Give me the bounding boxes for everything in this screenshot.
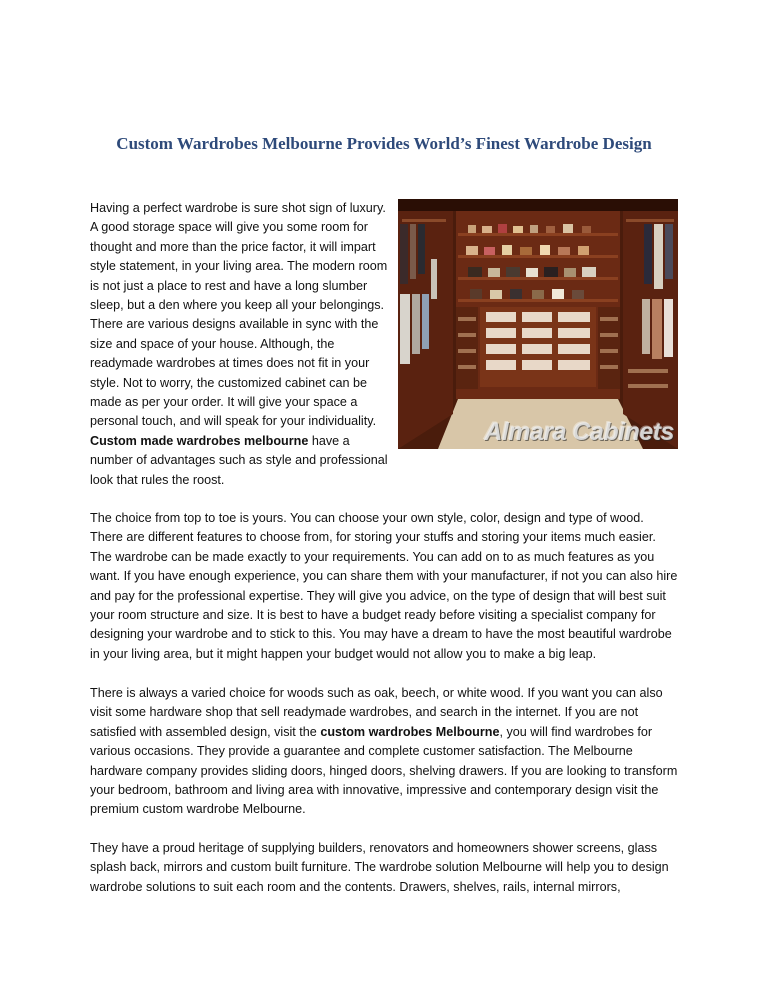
- paragraph-intro: [90, 199, 395, 490]
- paragraph-intro-bold: Custom made wardrobes melbourne: [90, 433, 309, 448]
- document-title: Custom Wardrobes Melbourne Provides World’s Finest Wardrobe Design: [116, 134, 652, 154]
- wardrobe-illustration: [398, 199, 678, 449]
- paragraph-intro-text-before: Having a perfect wardrobe is sure shot sign of luxury. A good storage space will give you some room for thought and more than the price factor, it will impart style statement, in your living area. The modern room is not just a place to rest and have a long slumber sleep, but a den where you keep all your belongings. There are various designs available in sync with the size and space of your house. Although, the readymade wardrobes at times does not fit in your style. Not to worry, the customized cabinet can be made as per your order. It will give your space a personal touch, and will speak for your individuality.: [90, 201, 388, 429]
- paragraph-heritage: They have a proud heritage of supplying builders, renovators and homeowners shower screens, glass splash back, mirrors and custom built furniture. The wardrobe solution Melbourne will help you to design wardrobe solutions to suit each room and the contents. Drawers, shelves, rails, internal mirrors,: [90, 841, 669, 894]
- paragraph-woods: [90, 684, 678, 820]
- paragraph-choice: The choice from top to toe is yours. You can choose your own style, color, design and type of wood. There are different features to choose from, for storing your stuffs and storing your items much easier. The wardrobe can be made exactly to your requirements. You can add on to as much features as you want. If you have enough experience, you can share them with your manufacturer, if not you can also hire and pay for the professional expertise. They will give you advice, on the type of design that will best suit your room structure and size. It is best to have a budget ready before visiting a specialist company for designing your wardrobe and to stick to this. You may have a dream to have the most beautiful wardrobe in your living area, but it might happen your budget would not allow you to make a big leap.: [90, 511, 678, 661]
- paragraph-woods-text-after: , you will find wardrobes for various occasions. They provide a guarantee and complete customer satisfaction. The Melbourne hardware company provides sliding doors, hinged doors, shelving drawers. If you are looking to transform your bedroom, bathroom and living area with innovative, impressive and contemporary design visit the premium custom wardrobe Melbourne.: [90, 724, 678, 817]
- paragraph-woods-text-before: There is always a varied choice for woods such as oak, beech, or white wood. If you want you can also visit some hardware shop that sell readymade wardrobes, and search in the internet. If you are not satisfied with assembled design, visit the: [90, 686, 663, 739]
- image-watermark: Almara Cabinets: [484, 418, 674, 446]
- wardrobe-photo: [398, 199, 678, 449]
- paragraph-woods-bold: custom wardrobes Melbourne: [320, 724, 500, 739]
- paragraph-intro-text-after: have a number of advantages such as style and professional look that rules the roost.: [90, 433, 388, 487]
